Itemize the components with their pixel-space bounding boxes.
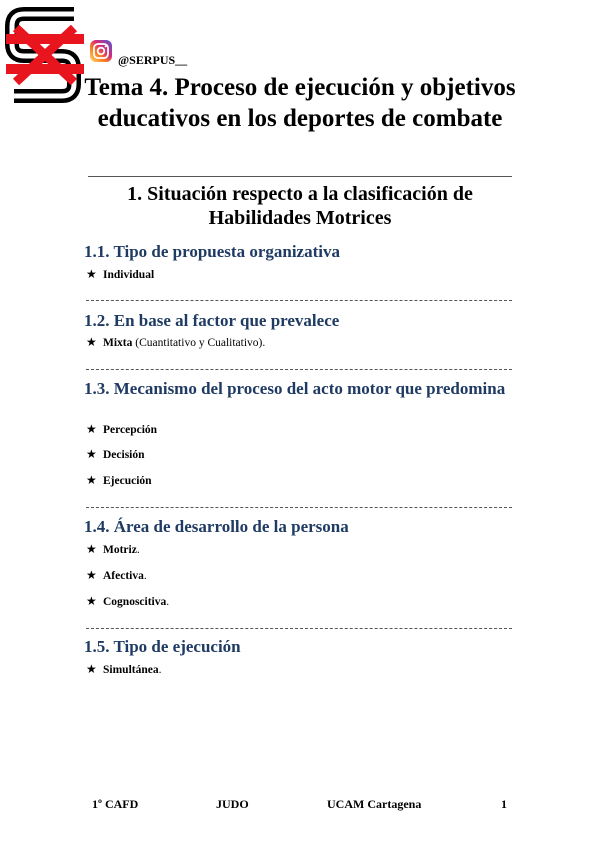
star-bullet-icon: ★ xyxy=(86,594,97,608)
star-bullet-icon: ★ xyxy=(86,473,97,487)
list-item xyxy=(86,473,152,488)
subsection-heading: 1.4. Área de desarrollo de la persona xyxy=(84,517,349,536)
dashed-divider xyxy=(86,507,512,508)
subsection-heading: 1.5. Tipo de ejecución xyxy=(84,637,241,656)
item-detail: . xyxy=(166,596,170,608)
list-item xyxy=(86,447,145,462)
item-label: Percepción xyxy=(103,424,158,436)
list-item xyxy=(86,568,147,583)
star-bullet-icon: ★ xyxy=(86,335,97,349)
title-divider xyxy=(88,176,512,177)
document-title: Tema 4. Proceso de ejecución y objetivos educativos en los deportes de combate xyxy=(84,74,516,132)
item-label: Cognoscitiva xyxy=(103,596,167,608)
subsection-heading: 1.3. Mecanismo del proceso del acto motor que predomina xyxy=(84,379,506,398)
item-label: Ejecución xyxy=(103,475,152,487)
list-item xyxy=(86,335,265,350)
item-label: Motriz xyxy=(103,544,137,556)
dashed-divider xyxy=(86,369,512,370)
list-item xyxy=(86,542,140,557)
item-detail: (Cuantitativo y Cualitativo). xyxy=(132,337,266,349)
footer-institution: UCAM Cartagena xyxy=(327,797,422,811)
serpus-s-logo-icon xyxy=(4,4,86,106)
star-bullet-icon: ★ xyxy=(86,447,97,461)
item-detail: . xyxy=(143,570,147,582)
item-detail: . xyxy=(158,664,162,676)
star-bullet-icon: ★ xyxy=(86,542,97,556)
list-item xyxy=(86,594,169,609)
list-item xyxy=(86,422,157,437)
item-label: Afectiva xyxy=(103,570,144,582)
star-bullet-icon: ★ xyxy=(86,267,97,281)
page-number: 1 xyxy=(501,797,507,811)
item-label: Mixta xyxy=(103,337,133,349)
list-item xyxy=(86,662,161,677)
item-detail: . xyxy=(136,544,140,556)
item-label: Decisión xyxy=(103,449,145,461)
list-item xyxy=(86,267,154,282)
section-heading: 1. Situación respecto a la clasificación de Habilidades Motrices xyxy=(127,183,473,229)
star-bullet-icon: ★ xyxy=(86,422,97,436)
star-bullet-icon: ★ xyxy=(86,568,97,582)
footer-course: 1º CAFD xyxy=(92,797,139,811)
star-bullet-icon: ★ xyxy=(86,662,97,676)
dashed-divider xyxy=(86,628,512,629)
dashed-divider xyxy=(86,300,512,301)
item-label: Individual xyxy=(103,269,155,281)
subsection-heading: 1.1. Tipo de propuesta organizativa xyxy=(84,242,340,261)
instagram-icon xyxy=(89,39,113,63)
subsection-heading: 1.2. En base al factor que prevalece xyxy=(84,311,340,330)
item-label: Simultánea xyxy=(103,664,159,676)
footer-subject: JUDO xyxy=(216,797,249,811)
social-handle: @SERPUS__ xyxy=(118,53,188,67)
